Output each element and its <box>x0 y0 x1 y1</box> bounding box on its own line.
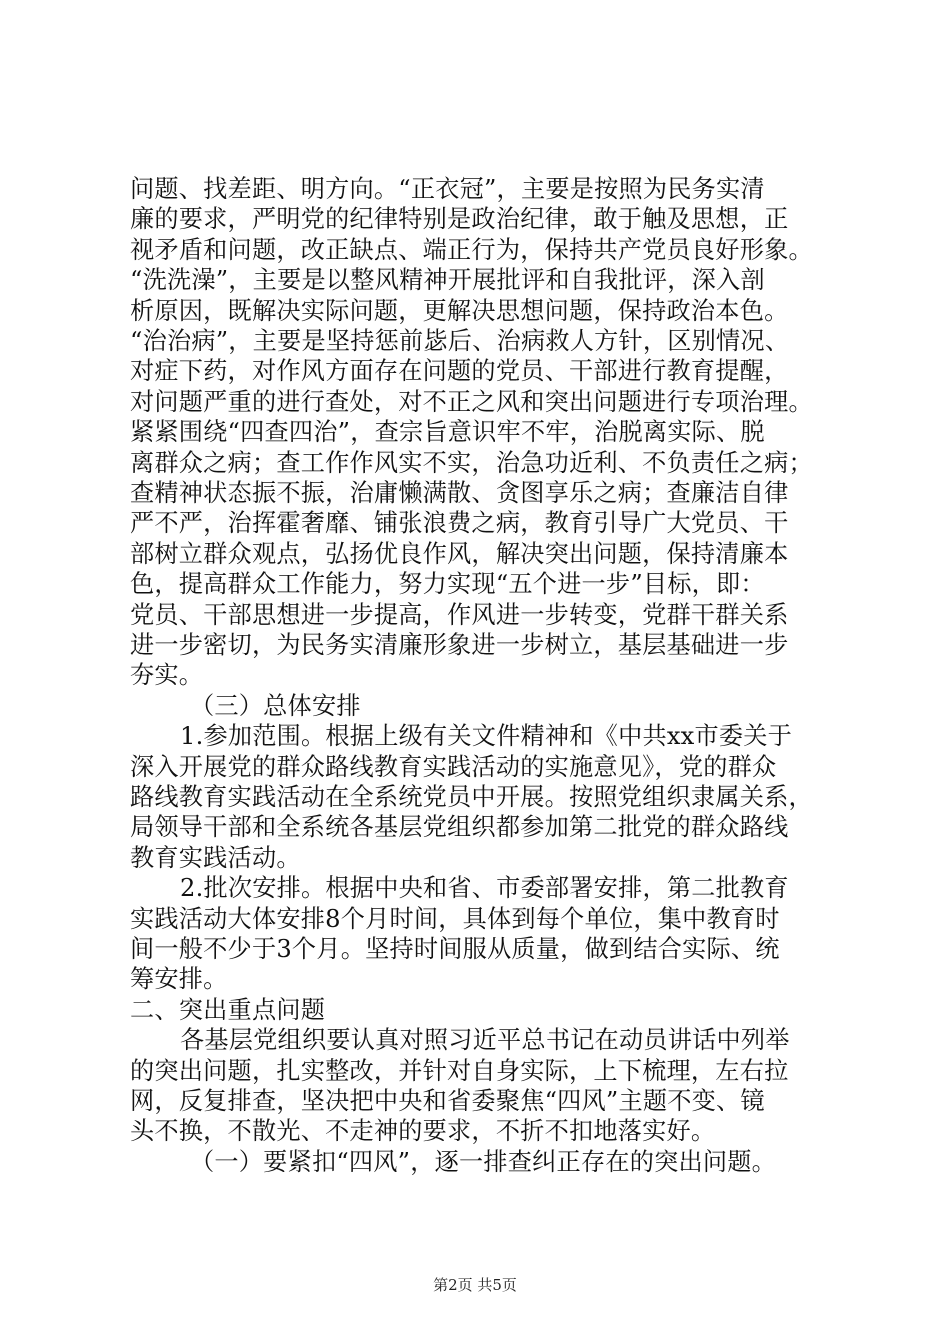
text-line: 各基层党组织要认真对照习近平总书记在动员讲话中列举 <box>180 1026 790 1055</box>
text-line: 色，提高群众工作能力，努力实现“五个进一步”目标，即： <box>130 570 765 599</box>
text-line: 二、突出重点问题 <box>130 995 326 1024</box>
text-line: 筹安排。 <box>130 965 228 994</box>
text-line: 进一步密切，为民务实清廉形象进一步树立，基层基础进一步 <box>130 631 789 659</box>
text-line: 离群众之病；查工作作风实不实，治急功近利、不负责任之病； <box>130 448 813 477</box>
text-line: （三）总体安排 <box>190 691 361 720</box>
text-line: 头不换，不散光、不走神的要求，不折不扣地落实好。 <box>130 1117 716 1146</box>
text-line: 严不严，治挥霍奢靡、铺张浪费之病，教育引导广大党员、干 <box>130 509 789 538</box>
text-line: “洗洗澡”，主要是以整风精神开展批评和自我批评，深入剖 <box>130 266 765 295</box>
text-line: 廉的要求，严明党的纪律特别是政治纪律，敢于触及思想，正 <box>130 205 789 234</box>
text-line: 深入开展党的群众路线教育实践活动的实施意见》，党的群众 <box>130 752 777 781</box>
text-line: 2.批次安排。根据中央和省、市委部署安排，第二批教育 <box>180 874 789 903</box>
text-line: 间一般不少于3个月。坚持时间服从质量，做到结合实际、统 <box>130 935 780 963</box>
text-line: 对问题严重的进行查处，对不正之风和突出问题进行专项治理。 <box>130 387 813 416</box>
text-line: 路线教育实践活动在全系统党员中开展。按照党组织隶属关系， <box>130 783 813 811</box>
text-line: 析原因，既解决实际问题，更解决思想问题，保持政治本色。 <box>130 296 789 325</box>
text-line: 对症下药，对作风方面存在问题的党员、干部进行教育提醒， <box>130 357 789 386</box>
text-line: 问题、找差距、明方向。“正衣冠”，主要是按照为民务实清 <box>130 175 765 203</box>
text-line: 的突出问题，扎实整改，并针对自身实际，上下梳理，左右拉 <box>130 1056 789 1085</box>
text-line: 1.参加范围。根据上级有关文件精神和《中共xx市委关于 <box>180 722 793 751</box>
text-line: 网，反复排查，坚决把中央和省委聚焦“四风”主题不变、镜 <box>130 1087 765 1115</box>
text-line: 部树立群众观点，弘扬优良作风，解决突出问题，保持清廉本 <box>130 539 789 568</box>
page-footer: 第2页 共5页 <box>433 1276 517 1294</box>
text-line: 实践活动大体安排8个月时间，具体到每个单位，集中教育时 <box>130 904 780 933</box>
text-line: “治治病”，主要是坚持惩前毖后、治病救人方针，区别情况、 <box>130 327 790 355</box>
text-line: 党员、干部思想进一步提高，作风进一步转变，党群干群关系 <box>130 600 789 629</box>
text-line: 视矛盾和问题，改正缺点、端正行为，保持共产党员良好形象。 <box>130 235 813 264</box>
text-line: 查精神状态振不振，治庸懒满散、贪图享乐之病；查廉洁自律 <box>130 479 789 507</box>
text-line: 紧紧围绕“四查四治”，查宗旨意识牢不牢，治脱离实际、脱 <box>130 418 765 447</box>
text-line: （一）要紧扣“四风”，逐一排查纠正存在的突出问题。 <box>190 1147 777 1176</box>
text-line: 局领导干部和全系统各基层党组织都参加第二批党的群众路线 <box>130 813 789 842</box>
text-line: 教育实践活动。 <box>130 843 301 872</box>
text-line: 夯实。 <box>130 661 204 690</box>
